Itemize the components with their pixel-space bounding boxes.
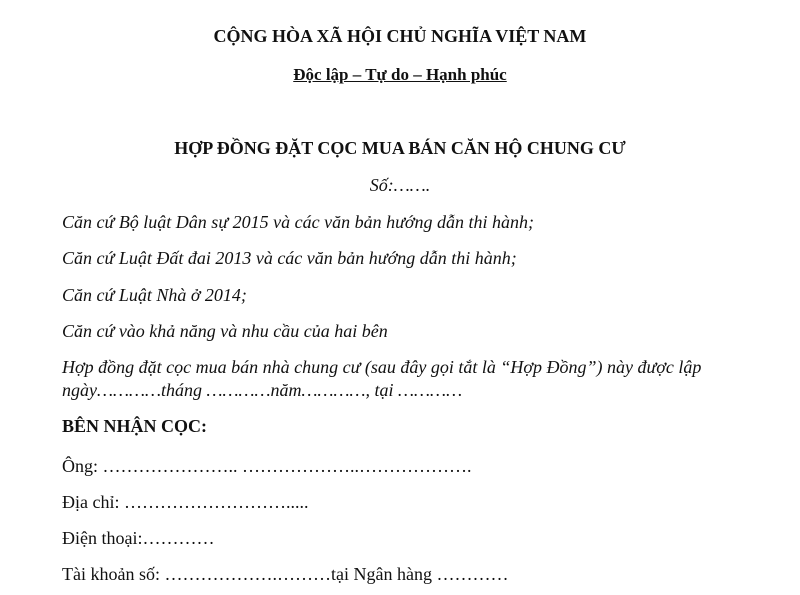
contract-number: Số:……. [369,175,431,195]
legal-basis-line: Căn cứ vào khả năng và nhu cầu của hai bên [62,321,388,341]
contract-title: HỢP ĐỒNG ĐẶT CỌC MUA BÁN CĂN HỘ CHUNG CƯ [174,138,626,158]
receiver-name-field: Ông: ………………….. ………………..………………. [62,456,472,476]
deposit-receiver-heading: BÊN NHẬN CỌC: [62,416,208,436]
legal-basis-line: Căn cứ Luật Nhà ở 2014; [62,285,247,305]
legal-basis-line: Căn cứ Bộ luật Dân sự 2015 và các văn bản hướng dẫn thi hành; [62,212,535,232]
motto-heading [0,64,800,86]
receiver-phone-field: Điện thoại:………… [62,528,215,548]
contract-intro-line: Hợp đồng đặt cọc mua bán nhà chung cư (sau đây gọi tắt là “Hợp Đồng”) này được lập [62,357,702,377]
contract-intro-line: ngày…………tháng …………năm…………, tại ………… [62,380,463,400]
receiver-address-field: Địa chỉ: ………………………..... [62,492,309,512]
legal-basis-line: Căn cứ Luật Đất đai 2013 và các văn bản hướng dẫn thi hành; [62,248,517,268]
receiver-account-field: Tài khoản số: ……………….………tại Ngân hàng ………… [62,564,509,584]
motto-text: Độc lập – Tự do – Hạnh phúc [293,65,507,84]
nation-heading: CỘNG HÒA XÃ HỘI CHỦ NGHĨA VIỆT NAM [213,26,587,46]
